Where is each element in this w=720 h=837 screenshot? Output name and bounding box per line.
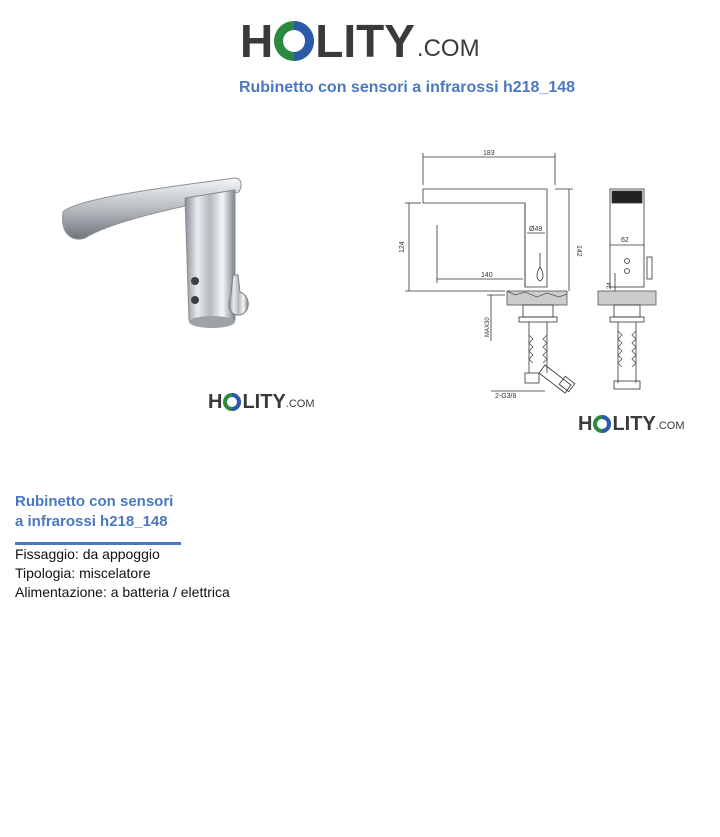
watermark-o-icon: [223, 393, 241, 411]
product-title-line2: a infrarossi h218_148: [15, 513, 168, 530]
product-title-line1: Rubinetto con sensori: [15, 493, 174, 510]
dim-diameter-label: Ø49: [529, 226, 543, 233]
dim-reach-label: 140: [481, 272, 493, 279]
product-title: [15, 492, 215, 532]
spec-type: Tipologia: miscelatore: [15, 565, 151, 581]
watermark-o-icon: [593, 415, 611, 433]
holity-logo[interactable]: [240, 14, 480, 67]
logo-com: .COM: [416, 35, 480, 62]
dim-max-label: MAX30: [485, 317, 491, 337]
page-title: Rubinetto con sensori a infrarossi h218_148: [238, 79, 576, 96]
spec-power: Alimentazione: a batteria / elettrica: [15, 584, 230, 600]
dim-side-width-label: 62: [621, 237, 629, 244]
faucet-photo: [55, 170, 255, 335]
technical-drawing: [395, 145, 665, 405]
logo-h: H: [240, 15, 274, 67]
drawing-watermark-logo: H LITY .COM: [578, 413, 685, 435]
spec-fixing: Fissaggio: da appoggio: [15, 546, 160, 562]
photo-watermark-logo: H LITY .COM: [208, 391, 315, 413]
logo-lity: LITY: [315, 15, 415, 67]
dim-height-spout-label: 124: [399, 241, 406, 253]
dim-height-total-label: 142: [575, 245, 582, 257]
dim-width-label: 183: [483, 150, 495, 157]
dim-side-small-label: 24: [607, 282, 613, 289]
dim-thread-label: 2-G3/8: [495, 393, 517, 400]
title-divider: [15, 542, 181, 545]
logo-o-icon: [274, 21, 314, 61]
